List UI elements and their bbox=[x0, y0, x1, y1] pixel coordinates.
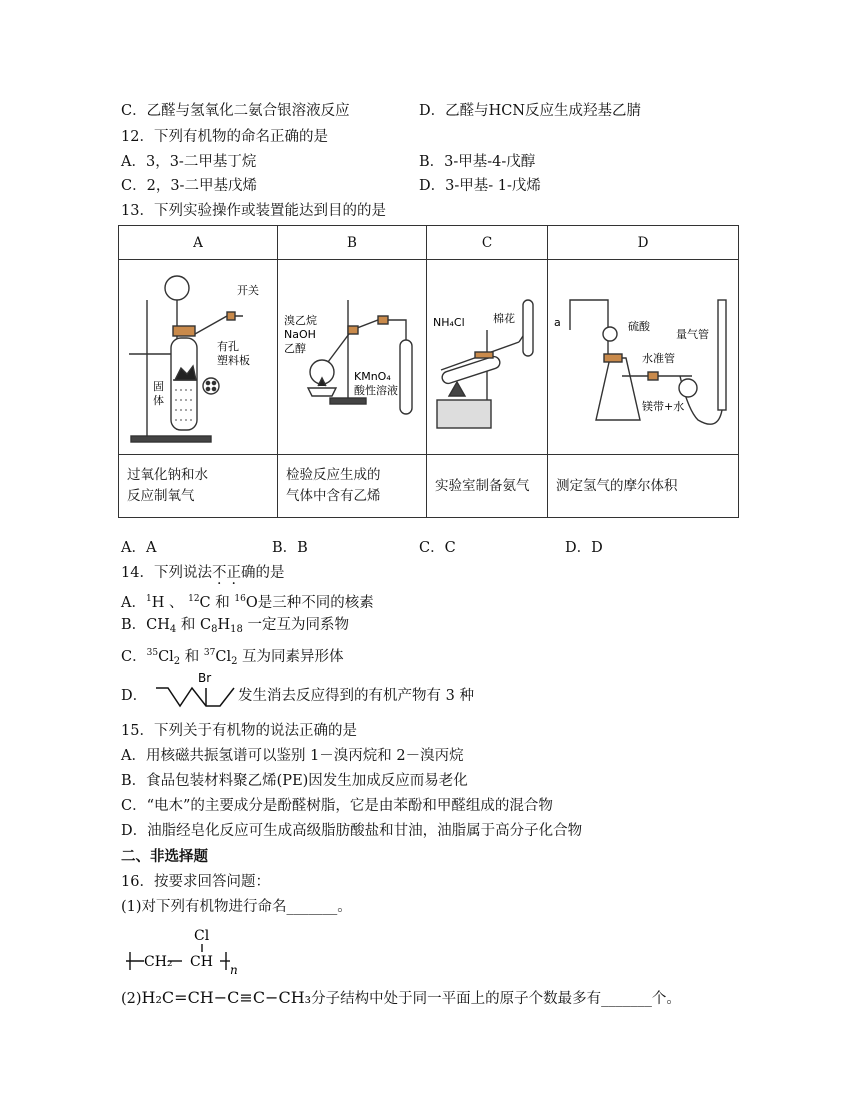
q14-option-b: B．$CH_4$ 和 $C_8H_{18}$ 一定互为同系物 bbox=[121, 617, 349, 635]
label-nh4cl: NH₄Cl bbox=[433, 316, 465, 329]
q13-option-b: B．B bbox=[272, 540, 308, 556]
label-bromoethane: 溴乙烷 bbox=[284, 314, 317, 327]
q15-option-d: D．油脂经皂化反应可生成高级脂肪酸盐和甘油，油脂属于高分子化合物 bbox=[121, 823, 583, 839]
q13-stem: 13．下列实验操作或装置能达到目的的是 bbox=[121, 203, 386, 219]
q12-option-b: B．3-甲基-4-戊醇 bbox=[419, 154, 536, 170]
q14-option-d-prefix: D． bbox=[121, 688, 148, 704]
q13-option-c: C．C bbox=[419, 540, 456, 556]
label-naoh: NaOH bbox=[284, 328, 316, 341]
skeletal-bromo-structure bbox=[150, 668, 240, 718]
apparatus-a-drawing bbox=[119, 260, 277, 450]
table-header-c: C bbox=[427, 226, 548, 260]
label-cotton: 棉花 bbox=[493, 312, 515, 325]
label-mg-water: 镁带+水 bbox=[642, 400, 685, 413]
q15-option-c: C．“电木”的主要成分是酚醛树脂，它是由苯酚和甲醛组成的混合物 bbox=[121, 798, 553, 814]
label-kmno4: KMnO₄ bbox=[354, 370, 391, 383]
apparatus-b-drawing bbox=[278, 260, 426, 450]
q12-stem: 12．下列有机物的命名正确的是 bbox=[121, 129, 328, 145]
apparatus-d-drawing bbox=[548, 260, 738, 450]
label-solid-1: 固 bbox=[153, 380, 164, 393]
apparatus-b-figure bbox=[278, 260, 427, 455]
q11-option-c: C．乙醛与氢氧化二氨合银溶液反应 bbox=[121, 103, 350, 119]
q13-apparatus-table bbox=[118, 225, 739, 518]
q15-option-a: A．用核磁共振氢谱可以鉴别 1－溴丙烷和 2－溴丙烷 bbox=[121, 748, 464, 764]
q15-option-b: B．食品包装材料聚乙烯(PE)因发生加成反应而易老化 bbox=[121, 773, 468, 789]
apparatus-c-drawing bbox=[427, 260, 547, 450]
table-header-a: A bbox=[119, 226, 278, 260]
q14-option-a: A．$^1$H 、 $^{12}$C 和 $^{16}$O是三种不同的核素 bbox=[121, 594, 374, 611]
table-header-b: B bbox=[278, 226, 427, 260]
label-ethanol: 乙醇 bbox=[284, 342, 306, 355]
label-gas-tube: 量气管 bbox=[676, 328, 709, 341]
label-acidic-solution: 酸性溶液 bbox=[354, 384, 398, 397]
caption-c: 实验室制备氨气 bbox=[427, 455, 548, 518]
apparatus-d-figure bbox=[548, 260, 739, 455]
label-switch: 开关 bbox=[237, 284, 259, 297]
label-leveling-tube: 水准管 bbox=[642, 352, 675, 365]
q14-option-d-text: 发生消去反应得到的有机产物有 3 种 bbox=[238, 688, 474, 704]
label-solid-2: 体 bbox=[153, 394, 164, 407]
polymer-n: n bbox=[230, 963, 238, 977]
label-sulfuric-acid: 硫酸 bbox=[628, 320, 650, 333]
q13-option-a: A．A bbox=[121, 540, 157, 556]
enyne-formula: H₂C=CH−C≡C−CH₃ bbox=[141, 988, 312, 1007]
q12-option-a: A．3，3-二甲基丁烷 bbox=[121, 154, 257, 170]
q16-part1: (1)对下列有机物进行命名_______。 bbox=[121, 899, 352, 915]
q14-option-c: C．$^{35}Cl_2$ 和 $^{37}Cl_2$ 互为同素异形体 bbox=[121, 648, 344, 667]
q13-option-d: D．D bbox=[565, 540, 603, 556]
caption-b: 检验反应生成的 气体中含有乙烯 bbox=[278, 455, 427, 518]
caption-d: 测定氢气的摩尔体积 bbox=[548, 455, 739, 518]
polymer-cl: Cl bbox=[194, 928, 210, 944]
bromo-label: Br bbox=[198, 671, 212, 685]
q12-option-d: D．3-甲基- 1-戊烯 bbox=[419, 178, 541, 194]
table-header-d: D bbox=[548, 226, 739, 260]
q14-stem: 14．下列说法不正确的是 bbox=[121, 565, 285, 581]
q11-option-d: D．乙醛与HCN反应生成羟基乙腈 bbox=[419, 103, 642, 119]
label-porous: 有孔 bbox=[217, 340, 239, 353]
label-plastic-plate: 塑料板 bbox=[217, 354, 250, 367]
polymer-ch: CH bbox=[190, 954, 213, 970]
polymer-ch2: CH₂ bbox=[144, 954, 173, 970]
apparatus-c-figure bbox=[427, 260, 548, 455]
caption-a: 过氧化钠和水 反应制氧气 bbox=[119, 455, 278, 518]
q15-stem: 15．下列关于有机物的说法正确的是 bbox=[121, 723, 357, 739]
q16-part2: (2)H₂C=CH−C≡C−CH₃分子结构中处于同一平面上的原子个数最多有_______个。 bbox=[121, 988, 681, 1007]
apparatus-a-figure bbox=[119, 260, 278, 455]
section-title: 二、非选择题 bbox=[121, 848, 208, 865]
q16-stem: 16．按要求回答问题： bbox=[121, 874, 270, 890]
q12-option-c: C．2，3-二甲基戊烯 bbox=[121, 178, 257, 194]
polymer-structure bbox=[124, 920, 244, 980]
label-a: a bbox=[554, 316, 561, 329]
